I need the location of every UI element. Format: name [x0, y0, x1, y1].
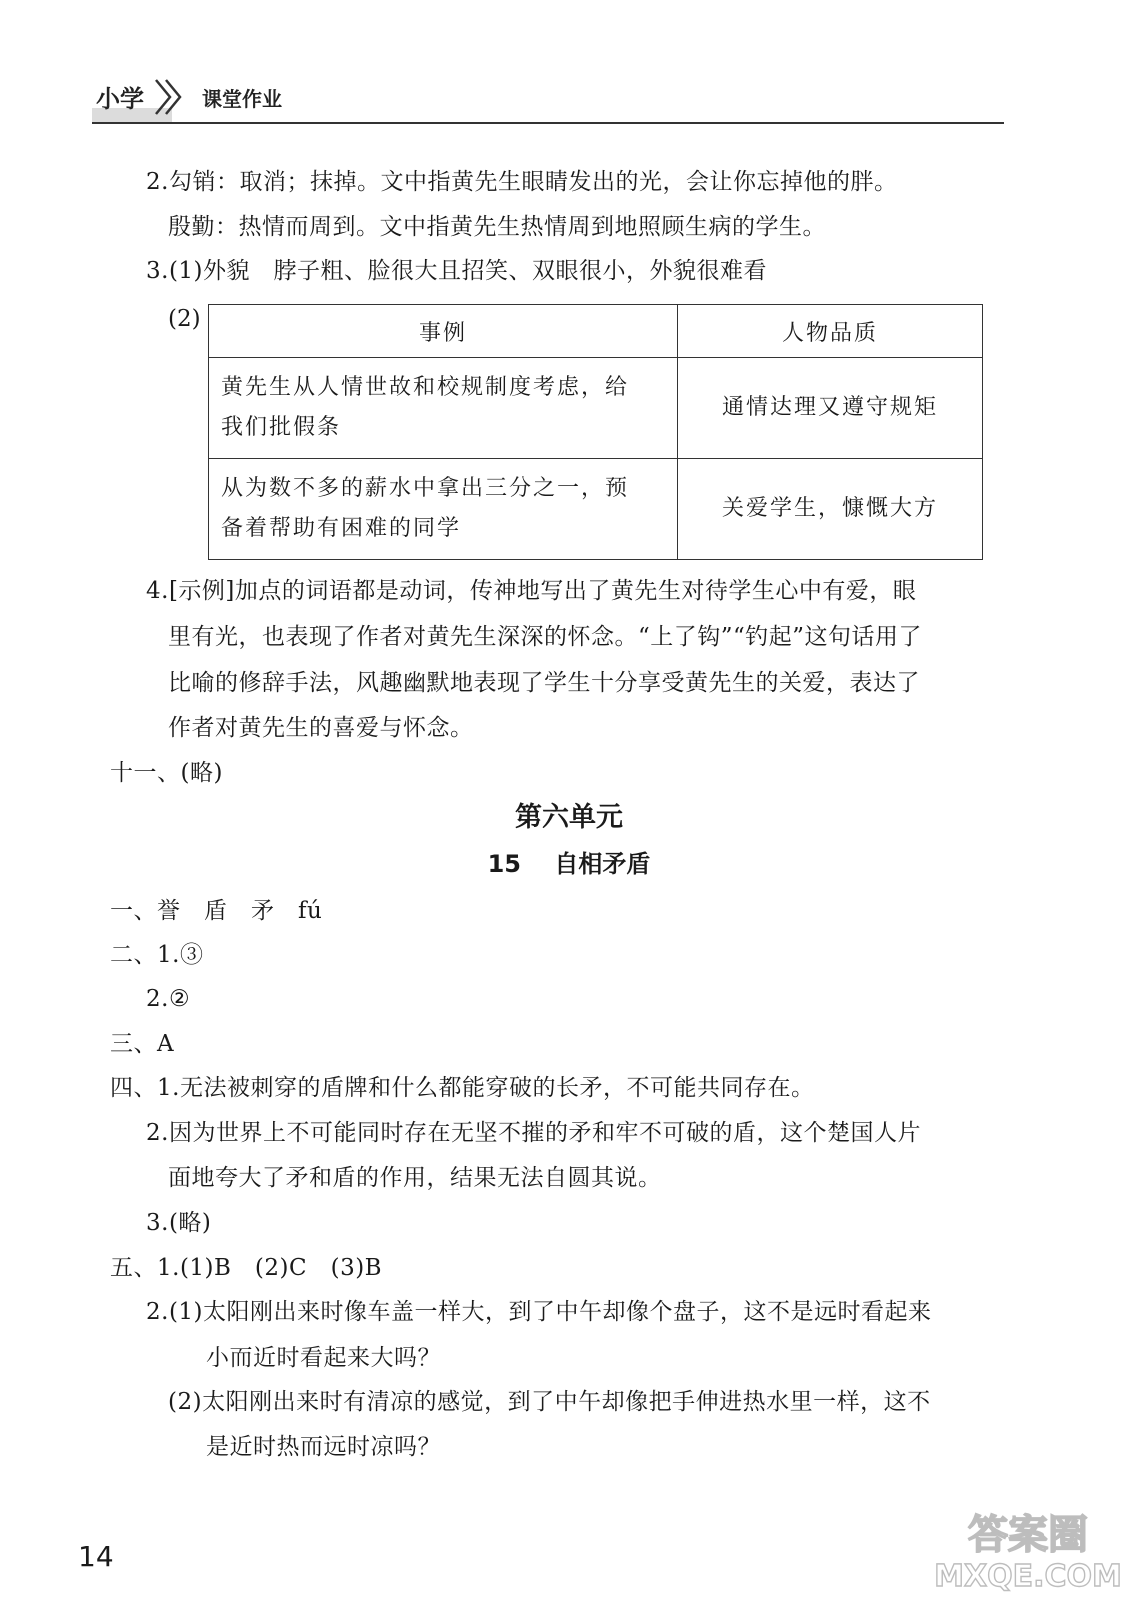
answer-line: 2.因为世界上不可能同时存在无坚不摧的矛和牢不可破的盾，这个楚国人片	[146, 1120, 921, 1146]
table-row	[209, 358, 983, 459]
table-cell-example: 从为数不多的薪水中拿出三分之一，预 备着帮助有困难的同学	[209, 459, 678, 560]
answer-line: 殷勤：热情而周到。文中指黄先生热情周到地照顾生病的学生。	[168, 214, 826, 240]
answer-line: 面地夸大了矛和盾的作用，结果无法自圆其说。	[168, 1165, 662, 1191]
table-header-example: 事例	[209, 305, 678, 358]
answer-line: 是近时热而远时凉吗？	[206, 1434, 441, 1460]
lesson-name: 自相矛盾	[554, 850, 651, 878]
table-cell-example: 黄先生从人情世故和校规制度考虑，给 我们批假条	[209, 358, 678, 459]
watermark-top: 答案圈	[968, 1512, 1088, 1558]
answer-line: 2.②	[146, 986, 191, 1012]
double-chevron-icon	[152, 74, 188, 120]
table-header-row	[209, 305, 983, 358]
answer-line: 里有光，也表现了作者对黄先生深深的怀念。“上了钩”“钓起”这句话用了	[168, 624, 923, 650]
answer-line: 2.(1)太阳刚出来时像车盖一样大，到了中午却像个盘子，这不是远时看起来	[146, 1299, 932, 1325]
answer-table	[208, 304, 983, 560]
answer-line: 作者对黄先生的喜爱与怀念。	[168, 715, 474, 741]
answer-line: 十一、(略)	[110, 760, 223, 786]
answer-line: 小而近时看起来大吗？	[206, 1345, 441, 1371]
page-header	[92, 70, 1004, 126]
header-left	[92, 70, 282, 120]
page-number: 14	[78, 1540, 114, 1573]
table-row	[209, 459, 983, 560]
header-rule	[92, 122, 1004, 124]
answer-line: (2)太阳刚出来时有清凉的感觉，到了中午却像把手伸进热水里一样，这不	[168, 1389, 931, 1415]
table-cell-quality: 关爱学生，慷慨大方	[678, 459, 983, 560]
table-cell-quality: 通情达理又遵守规矩	[678, 358, 983, 459]
answer-line: 五、1.(1)B (2)C (3)B	[110, 1255, 383, 1281]
header-school: 小学	[96, 85, 144, 113]
watermark-logo	[928, 1502, 1128, 1594]
table-label: (2)	[168, 306, 201, 332]
answer-line: 3.(略)	[146, 1210, 212, 1236]
lesson-title	[0, 848, 1138, 880]
watermark-bottom: MXQE.COM	[934, 1559, 1122, 1594]
header-subtitle: 课堂作业	[202, 87, 282, 111]
answer-line: 3.(1)外貌 脖子粗、脸很大且招笑、双眼很小，外貌很难看	[146, 258, 768, 284]
answer-line: 二、1.③	[110, 942, 204, 968]
answer-line: 4.[示例]加点的词语都是动词，传神地写出了黄先生对待学生心中有爱，眼	[146, 578, 917, 604]
lesson-number: 15	[487, 850, 521, 878]
answer-line: 四、1.无法被刺穿的盾牌和什么都能穿破的长矛，不可能共同存在。	[110, 1075, 815, 1101]
unit-title: 第六单元	[515, 802, 623, 833]
answer-line: 一、誉 盾 矛 fú	[110, 898, 323, 924]
table-header-quality: 人物品质	[678, 305, 983, 358]
answer-line: 2.勾销：取消；抹掉。文中指黄先生眼睛发出的光，会让你忘掉他的胖。	[146, 169, 898, 195]
answer-line: 三、A	[110, 1031, 175, 1057]
answer-line: 比喻的修辞手法，风趣幽默地表现了学生十分享受黄先生的关爱，表达了	[168, 670, 920, 696]
